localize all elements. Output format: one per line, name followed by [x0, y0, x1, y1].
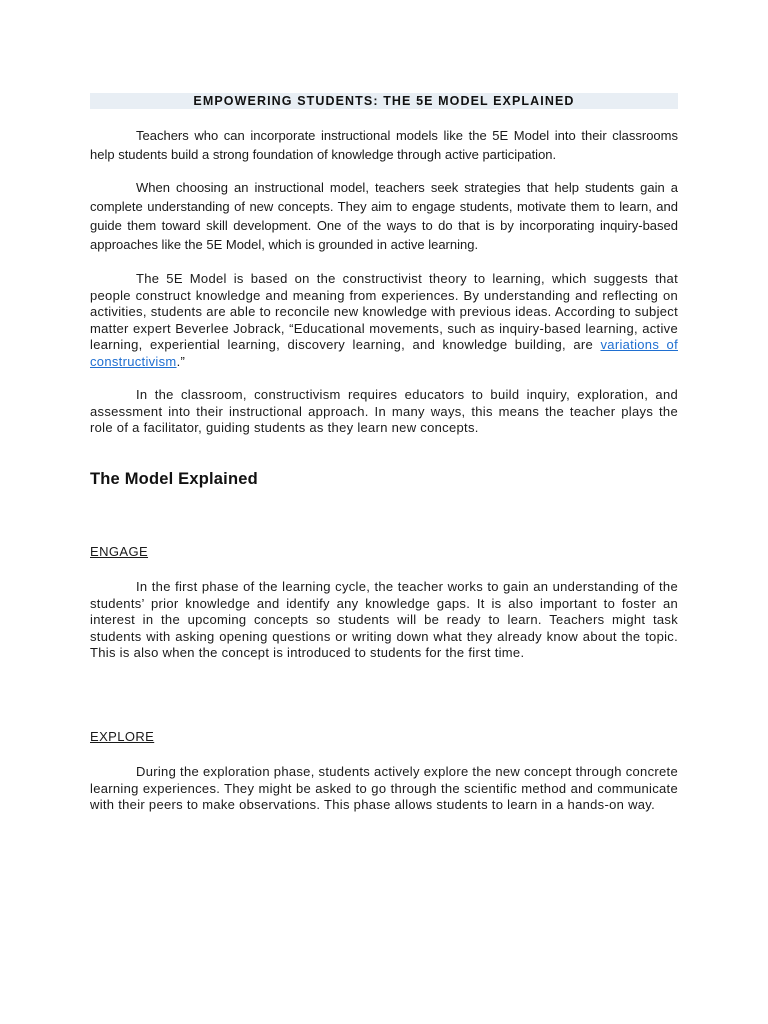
document-title: EMPOWERING STUDENTS: THE 5E MODEL EXPLAINED [90, 93, 678, 109]
constructivism-paragraph [90, 271, 678, 370]
constructivism-text-end: .” [176, 353, 186, 369]
classroom-paragraph: In the classroom, constructivism requires educators to build inquiry, exploration, and assessment into their instructional approach. In many ways, this means the teacher plays the role of a facilitator, guiding students as they learn new concepts. [90, 387, 678, 435]
explore-heading: EXPLORE [90, 729, 155, 744]
section-heading: The Model Explained [90, 470, 258, 488]
intro-paragraph-2: When choosing an instructional model, teachers seek strategies that help students gain a complete understanding of new concepts. They aim to engage students, motivate them to learn, and guide them toward skill development. One of the ways to do that is by incorporating inquiry-based approaches like the 5E Model, which is grounded in active learning. [90, 180, 678, 252]
constructivism-text: The 5E Model is based on the constructivist theory to learning, which suggests that people construct knowledge and meaning from experiences. By understanding and reflecting on activities, students are able to reconcile new knowledge with previous ideas. According to subject matter expert Beverlee Jobrack, “Educational movements, such as inquiry-based learning, active learning, experiential learning, discovery learning, and knowledge building, are [90, 271, 678, 352]
engage-heading: ENGAGE [90, 544, 149, 559]
explore-paragraph: During the exploration phase, students actively explore the new concept through concrete learning experiences. They might be asked to go through the scientific method and communicate with their peers to make observations. This phase allows students to learn in a hands-on way. [90, 764, 678, 812]
variations-of-constructivism-link[interactable]: variations of constructivism [90, 337, 678, 369]
intro-paragraph-1: Teachers who can incorporate instructional models like the 5E Model into their classrooms help students build a strong foundation of knowledge through active participation. [90, 128, 678, 162]
engage-paragraph: In the first phase of the learning cycle, the teacher works to gain an understanding of the students’ prior knowledge and identify any knowledge gaps. It is also important to foster an interest in the upcoming concepts so students will be ready to learn. Teachers might task students with asking opening questions or writing down what they already know about the topic. This is also when the concept is introduced to students for the first time. [90, 579, 678, 660]
